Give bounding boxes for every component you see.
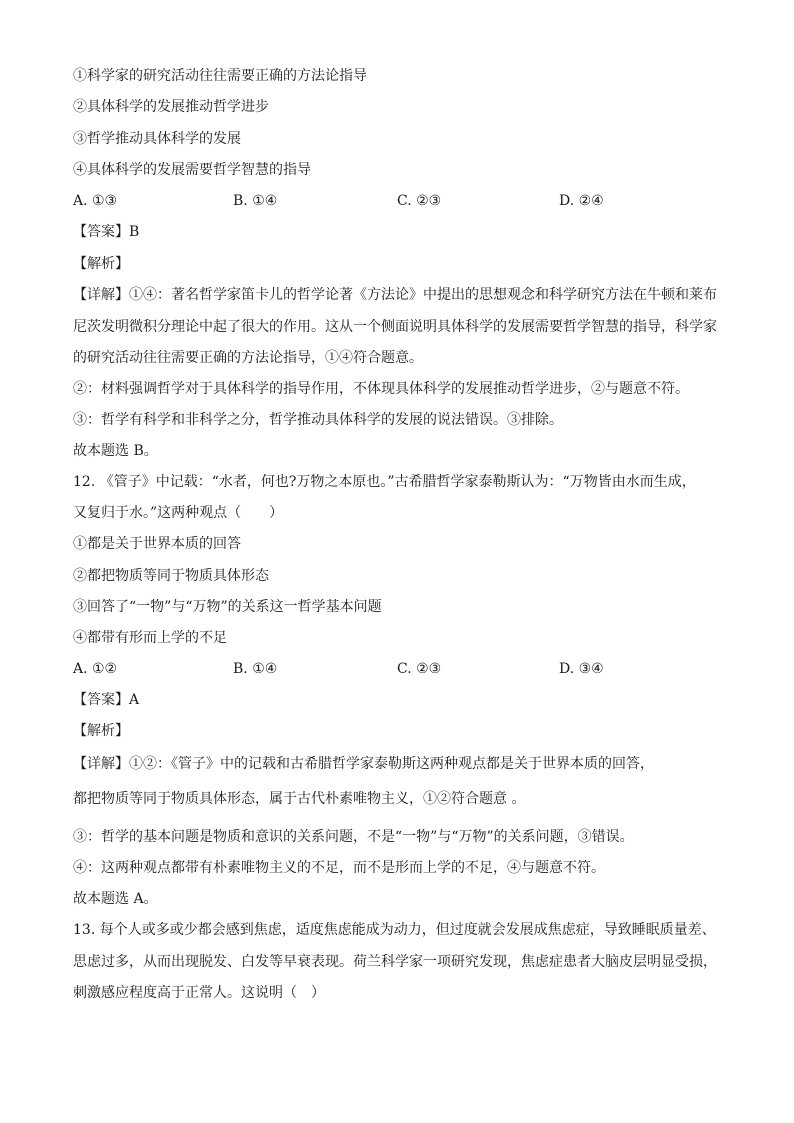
q12-option-c: C. ②③	[397, 661, 442, 677]
q11-statement-4: ④具体科学的发展需要哲学智慧的指导	[73, 162, 311, 178]
q12-conclusion: 故本题选 A。	[73, 891, 158, 907]
q11-detail-line-1: 【详解】①④：著名哲学家笛卡儿的哲学论著《方法论》中提出的思想观念和科学研究方法在牛顿和莱布	[73, 287, 717, 303]
q12-answer: 【答案】A	[73, 692, 140, 708]
q13-stem-line-3: 刺激感应程度高于正常人。这说明（ ）	[73, 985, 325, 1001]
q12-statement-1: ①都是关于世界本质的回答	[73, 536, 241, 552]
q11-option-a: A. ①③	[73, 193, 118, 209]
q11-conclusion: 故本题选 B。	[73, 443, 158, 459]
q12-options	[73, 660, 723, 678]
q12-statement-2: ②都把物质等同于物质具体形态	[73, 568, 269, 584]
q11-answer: 【答案】B	[73, 224, 140, 240]
q12-option-b: B. ①④	[233, 661, 278, 677]
q11-statement-1: ①科学家的研究活动往往需要正确的方法论指导	[73, 68, 367, 84]
q11-detail-line-3: 的研究活动往往需要正确的方法论指导，①④符合题意。	[73, 350, 423, 366]
q12-option-a: A. ①②	[73, 661, 118, 677]
q11-detail-line-5: ③：哲学有科学和非科学之分，哲学推动具体科学的发展的说法错误。③排除。	[73, 412, 563, 428]
q12-statement-3: ③回答了“一物”与“万物”的关系这一哲学基本问题	[73, 599, 382, 615]
q12-stem-line-2: 又复归于水。”这两种观点（ ）	[73, 505, 284, 521]
q11-statement-3: ③哲学推动具体科学的发展	[73, 131, 241, 147]
q13-stem-line-1: 13. 每个人或多或少都会感到焦虑，适度焦虑能成为动力，但过度就会发展成焦虑症，导致睡眠质量差、	[73, 922, 716, 938]
q12-detail-line-2: 都把物质等同于物质具体形态，属于古代朴素唯物主义，①②符合题意 。	[73, 791, 526, 807]
q11-options	[73, 192, 723, 210]
q11-option-d: D. ②④	[559, 193, 604, 209]
q13-stem-line-2: 思虑过多，从而出现脱发、白发等早衰表现。荷兰科学家一项研究发现，焦虑症患者大脑皮层明显受损，	[73, 954, 717, 970]
q11-detail-line-2: 尼茨发明微积分理论中起了很大的作用。这从一个侧面说明具体科学的发展需要哲学智慧的指导，科学家	[73, 319, 717, 335]
q11-statement-2: ②具体科学的发展推动哲学进步	[73, 99, 269, 115]
q12-detail-line-4: ④：这两种观点都带有朴素唯物主义的不足，而不是形而上学的不足，④与题意不符。	[73, 860, 605, 876]
q11-option-c: C. ②③	[397, 193, 442, 209]
q11-detail-line-4: ②：材料强调哲学对于具体科学的指导作用，不体现具体科学的发展推动哲学进步，②与题意不符。	[73, 381, 689, 397]
q12-statement-4: ④都带有形而上学的不足	[73, 630, 227, 646]
q12-detail-line-1: 【详解】①②：《管子》中的记载和古希腊哲学家泰勒斯这两种观点都是关于世界本质的回答，	[73, 756, 654, 772]
q11-analysis-heading: 【解析】	[73, 256, 129, 272]
q12-stem-line-1: 12. 《管子》中记载：“水者，何也?万物之本原也。”古希腊哲学家泰勒斯认为：“万物皆由水而生成，	[73, 474, 696, 490]
q12-option-d: D. ③④	[559, 661, 604, 677]
q12-detail-line-3: ③：哲学的基本问题是物质和意识的关系问题，不是“一物”与“万物”的关系问题，③错误。	[73, 829, 634, 845]
q11-option-b: B. ①④	[233, 193, 278, 209]
q12-analysis-heading: 【解析】	[73, 723, 129, 739]
